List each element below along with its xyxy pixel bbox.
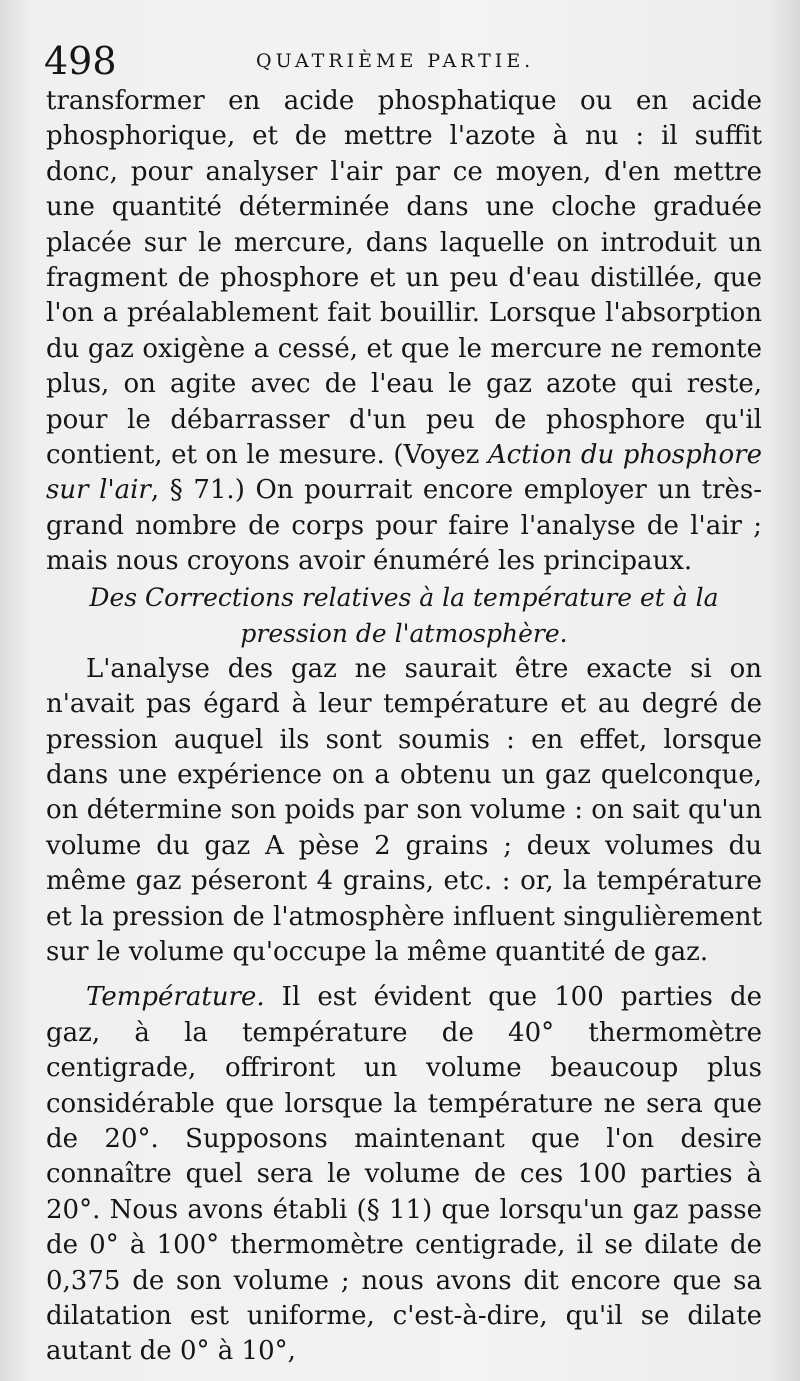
paragraph-3-lead: Température. bbox=[86, 982, 265, 1013]
paragraph-3 bbox=[46, 980, 762, 1369]
paragraph-gap bbox=[46, 970, 762, 980]
paragraph-1 bbox=[46, 84, 762, 580]
paragraph-1-text: transformer en acide phosphatique ou en acide phosphorique, et de mettre l'azote à nu : il suffit donc, pour analyser l'air par ce moyen, d'en mettre une quantité déterminée dans une cloche graduée placée sur le mercure, dans laquelle on introduit un fragment de phosphore et un peu d'eau distillée, que l'on a préalablement fait bouillir. Lorsque l'absorption du gaz oxigène a cessé, et que le mercure ne remonte plus, on agite avec de l'eau le gaz azote qui reste, pour le débarrasser d'un peu de phosphore qu'il contient, et on le mesure. (Voyez bbox=[46, 86, 762, 471]
paragraph-3-text: Il est évident que 100 parties de gaz, à la température de 40° thermomètre centigrade, offriront un volume beaucoup plus considérable que lorsque la température ne sera que de 20°. Supposons maintenant que l'on desire connaître quel sera le volume de ces 100 parties à 20°. Nous avons établi (§ 11) que lorsqu'un gaz passe de 0° à 100° thermomètre centigrade, il se dilate de 0,375 de son volume ; nous avons dit encore que sa dilatation est uniforme, c'est-à-dire, qu'il se dilate autant de 0° à 10°, bbox=[46, 982, 762, 1367]
running-head: QUATRIÈME PARTIE. bbox=[256, 50, 535, 72]
paragraph-1-text-after: , § 71.) On pourrait encore employer un très-grand nombre de corps pour faire l'analyse de l'air ; mais nous croyons avoir énuméré les principaux. bbox=[46, 475, 762, 577]
page-header bbox=[44, 36, 760, 86]
page-number: 498 bbox=[44, 39, 117, 83]
paragraph-2: L'analyse des gaz ne saurait être exacte si on n'avait pas égard à leur température et au degré de pression auquel ils sont soumis : en effet, lorsque dans une expérience on a obtenu un gaz quelconque, on détermine son poids par son volume : on sait qu'un volume du gaz A pèse 2 grains ; deux volumes du même gaz péseront 4 grains, etc. : or, la température et la pression de l'atmosphère influent singulièrement sur le volume qu'occupe la même quantité de gaz. bbox=[46, 653, 762, 967]
body-text bbox=[46, 84, 762, 1370]
reference-italic: Action du phosphore sur l'air bbox=[46, 440, 762, 506]
section-heading: Des Corrections relatives à la température et à la pression de l'atmosphère. bbox=[89, 582, 719, 648]
